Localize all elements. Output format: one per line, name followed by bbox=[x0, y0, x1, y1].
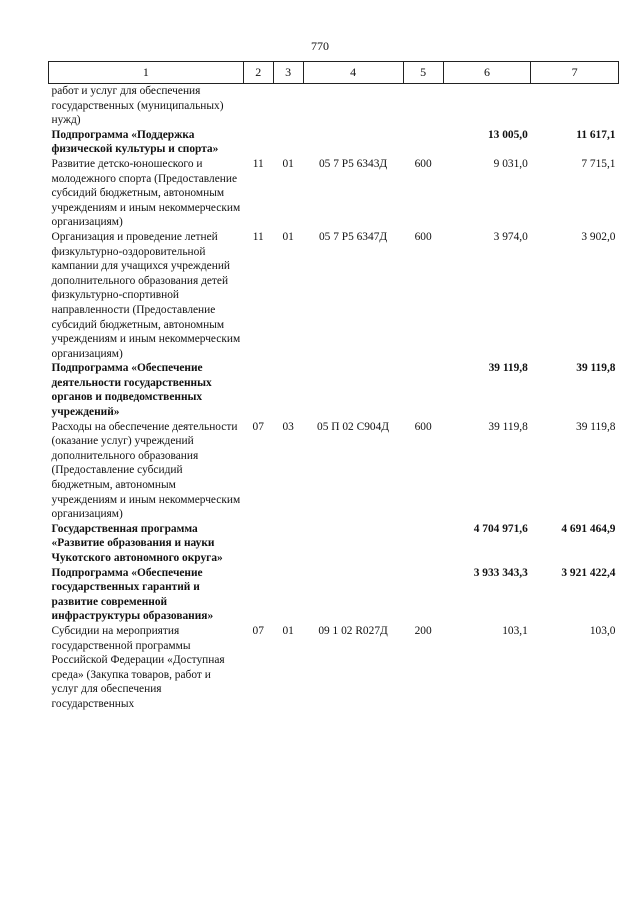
target-article-code bbox=[303, 84, 403, 128]
amount-col6: 9 031,0 bbox=[493, 157, 528, 170]
subsection-code bbox=[273, 84, 303, 128]
subsection-code: 01 bbox=[282, 157, 294, 170]
table-row bbox=[49, 84, 619, 128]
amount-col7: 3 921 422,4 bbox=[561, 566, 616, 579]
amount-col6: 3 974,0 bbox=[493, 230, 528, 243]
section-code: 11 bbox=[252, 157, 264, 170]
target-article-code: 05 7 Р5 6343Д bbox=[318, 157, 388, 170]
subsection-code bbox=[273, 128, 303, 157]
target-article-code bbox=[303, 128, 403, 157]
target-article-code bbox=[303, 522, 403, 566]
row-name: Государственная программа «Развитие образования и науки Чукотского автономного округа» bbox=[51, 522, 223, 564]
section-code bbox=[243, 522, 273, 566]
amount-col7: 39 119,8 bbox=[576, 362, 616, 375]
subsection-code bbox=[273, 361, 303, 419]
expense-type-code bbox=[403, 566, 443, 624]
expense-type-code bbox=[403, 84, 443, 128]
expense-type-code bbox=[403, 522, 443, 566]
amount-col6 bbox=[443, 84, 531, 128]
section-code bbox=[243, 128, 273, 157]
amount-col7: 4 691 464,9 bbox=[561, 522, 616, 535]
table-row bbox=[49, 522, 619, 566]
page-number: 770 bbox=[311, 39, 329, 53]
target-article-code bbox=[303, 566, 403, 624]
row-name: Развитие детско-юношеского и молодежного спорта (Предоставление субсидий бюджетным, автономным учреждениям и иным некоммерческим организациям) bbox=[51, 157, 241, 229]
subsection-code: 03 bbox=[282, 420, 294, 433]
section-code bbox=[243, 361, 273, 419]
expense-type-code: 200 bbox=[414, 624, 432, 637]
subsection-code: 01 bbox=[282, 230, 294, 243]
amount-col6: 3 933 343,3 bbox=[473, 566, 528, 579]
expense-type-code bbox=[403, 361, 443, 419]
expense-type-code: 600 bbox=[414, 157, 432, 170]
column-header-3: 3 bbox=[273, 62, 303, 84]
target-article-code: 09 1 02 R027Д bbox=[318, 624, 388, 637]
section-code: 11 bbox=[252, 230, 264, 243]
expense-type-code: 600 bbox=[414, 230, 432, 243]
amount-col7 bbox=[531, 84, 619, 128]
amount-col6: 4 704 971,6 bbox=[473, 522, 528, 535]
column-header-7: 7 bbox=[531, 62, 619, 84]
table-row bbox=[49, 624, 619, 712]
column-header-4: 4 bbox=[303, 62, 403, 84]
column-header-2: 2 bbox=[243, 62, 273, 84]
row-name: Подпрограмма «Поддержка физической культуры и спорта» bbox=[51, 128, 219, 156]
section-code: 07 bbox=[252, 420, 264, 433]
amount-col7: 11 617,1 bbox=[576, 128, 616, 141]
table-row bbox=[49, 128, 619, 157]
table-row bbox=[49, 420, 619, 522]
amount-col7: 39 119,8 bbox=[576, 420, 616, 433]
expense-type-code bbox=[403, 128, 443, 157]
row-name: Подпрограмма «Обеспечение государственных гарантий и развитие современной инфраструктуры образования» bbox=[51, 566, 214, 623]
subsection-code bbox=[273, 522, 303, 566]
amount-col6: 103,1 bbox=[502, 624, 528, 637]
amount-col6: 39 119,8 bbox=[488, 362, 528, 375]
section-code bbox=[243, 566, 273, 624]
amount-col7: 3 902,0 bbox=[581, 230, 616, 243]
table-row bbox=[49, 361, 619, 419]
column-number-header-row bbox=[49, 62, 619, 84]
subsection-code bbox=[273, 566, 303, 624]
amount-col7: 103,0 bbox=[589, 624, 616, 637]
expense-type-code: 600 bbox=[414, 420, 432, 433]
subsection-code: 01 bbox=[282, 624, 294, 637]
section-code bbox=[243, 84, 273, 128]
row-name: Подпрограмма «Обеспечение деятельности государственных органов и подведомственных учреждений» bbox=[51, 362, 212, 419]
target-article-code bbox=[303, 361, 403, 419]
target-article-code: 05 7 Р5 6347Д bbox=[318, 230, 388, 243]
target-article-code: 05 П 02 С904Д bbox=[317, 420, 390, 433]
table-row bbox=[49, 230, 619, 361]
row-name: работ и услуг для обеспечения государственных (муниципальных) нужд) bbox=[51, 85, 224, 127]
row-name: Субсидии на мероприятия государственной программы Российской Федерации «Доступная среда» (Закупка товаров, работ и услуг для обеспечения государственных bbox=[51, 624, 225, 710]
row-name: Расходы на обеспечение деятельности (оказание услуг) учреждений дополнительного образования (Предоставление субсидий бюджетным, автономным учреждениям и иным некоммерческим организациям) bbox=[51, 420, 241, 521]
column-header-1: 1 bbox=[49, 62, 244, 84]
column-header-6: 6 bbox=[443, 62, 531, 84]
amount-col6: 39 119,8 bbox=[488, 420, 528, 433]
section-code: 07 bbox=[252, 624, 264, 637]
table-row bbox=[49, 157, 619, 230]
budget-table bbox=[48, 61, 619, 712]
column-header-5: 5 bbox=[403, 62, 443, 84]
table-body bbox=[49, 84, 619, 712]
row-name: Организация и проведение летней физкультурно-оздоровительной кампании для учащихся учреждений дополнительного образования детей физкультурно-спортивной направленности (Предоставление субсидий бюджетным, автономным учреждениям и иным некоммерческим организациям) bbox=[51, 230, 241, 360]
amount-col6: 13 005,0 bbox=[487, 128, 528, 141]
table-row bbox=[49, 566, 619, 624]
amount-col7: 7 715,1 bbox=[581, 157, 616, 170]
